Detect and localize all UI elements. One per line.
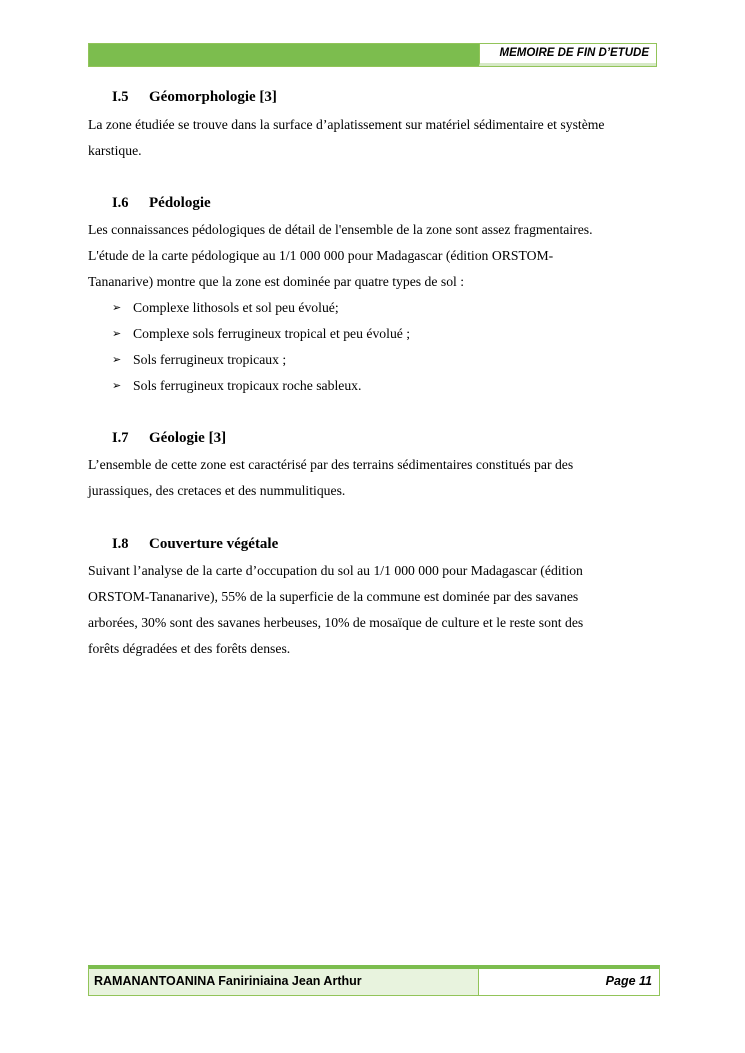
- section-title: Géomorphologie [3]: [149, 89, 277, 105]
- section-heading-couverture-vegetale: [112, 536, 278, 553]
- section-title: Géologie [3]: [149, 430, 227, 446]
- footer-author: RAMANANTOANINA Faniriniaina Jean Arthur: [89, 969, 478, 995]
- text-line: Les connaissances pédologiques de détail de l'ensemble de la zone sont assez fragmentaires.: [88, 222, 593, 237]
- arrow-bullet-icon: ➢: [112, 327, 122, 340]
- list-item: ➢ Complexe sols ferrugineux tropical et peu évolué ;: [112, 321, 410, 347]
- section-number: I.7: [112, 430, 129, 446]
- list-item: ➢ Complexe lithosols et sol peu évolué;: [112, 295, 410, 321]
- section-number: I.8: [112, 536, 129, 552]
- list-item: ➢ Sols ferrugineux tropicaux ;: [112, 347, 410, 373]
- arrow-bullet-icon: ➢: [112, 301, 122, 314]
- paragraph-couverture-vegetale: [88, 558, 660, 662]
- paragraph-pedologie: [88, 217, 660, 295]
- text-line: La zone étudiée se trouve dans la surface d’aplatissement sur matériel sédimentaire et système: [88, 117, 605, 132]
- section-number: I.5: [112, 89, 129, 105]
- section-title: Couverture végétale: [149, 536, 279, 552]
- soil-type-list: [112, 295, 410, 399]
- text-line: ORSTOM-Tananarive), 55% de la superficie de la commune est dominée par des savanes: [88, 589, 579, 604]
- paragraph-geologie: [88, 452, 660, 504]
- page-footer: [88, 965, 660, 996]
- paragraph-geomorphologie: [88, 112, 660, 164]
- list-item: ➢ Sols ferrugineux tropicaux roche sableux.: [112, 373, 410, 399]
- arrow-bullet-icon: ➢: [112, 379, 122, 392]
- footer-page-number: Page 11: [478, 969, 659, 995]
- header-green-bar: [89, 44, 479, 66]
- text-line: L'étude de la carte pédologique au 1/1 000 000 pour Madagascar (édition ORSTOM-: [88, 248, 554, 263]
- text-line: Suivant l’analyse de la carte d’occupation du sol au 1/1 000 000 pour Madagascar (édition: [88, 563, 583, 578]
- header-title: MEMOIRE DE FIN D’ETUDE: [479, 44, 656, 66]
- text-line: karstique.: [88, 143, 142, 158]
- section-heading-pedologie: [112, 195, 211, 212]
- text-line: Tananarive) montre que la zone est dominée par quatre types de sol :: [88, 274, 465, 289]
- section-heading-geologie: [112, 430, 226, 447]
- section-number: I.6: [112, 195, 129, 211]
- arrow-bullet-icon: ➢: [112, 353, 122, 366]
- section-title: Pédologie: [149, 195, 211, 211]
- text-line: jurassiques, des cretaces et des nummulitiques.: [88, 483, 346, 498]
- page-header: [88, 43, 657, 67]
- text-line: L’ensemble de cette zone est caractérisé par des terrains sédimentaires constitués par des: [88, 457, 574, 472]
- section-heading-geomorphologie: [112, 89, 277, 106]
- text-line: forêts dégradées et des forêts denses.: [88, 641, 291, 656]
- text-line: arborées, 30% sont des savanes herbeuses, 10% de mosaïque de culture et le reste sont des: [88, 615, 584, 630]
